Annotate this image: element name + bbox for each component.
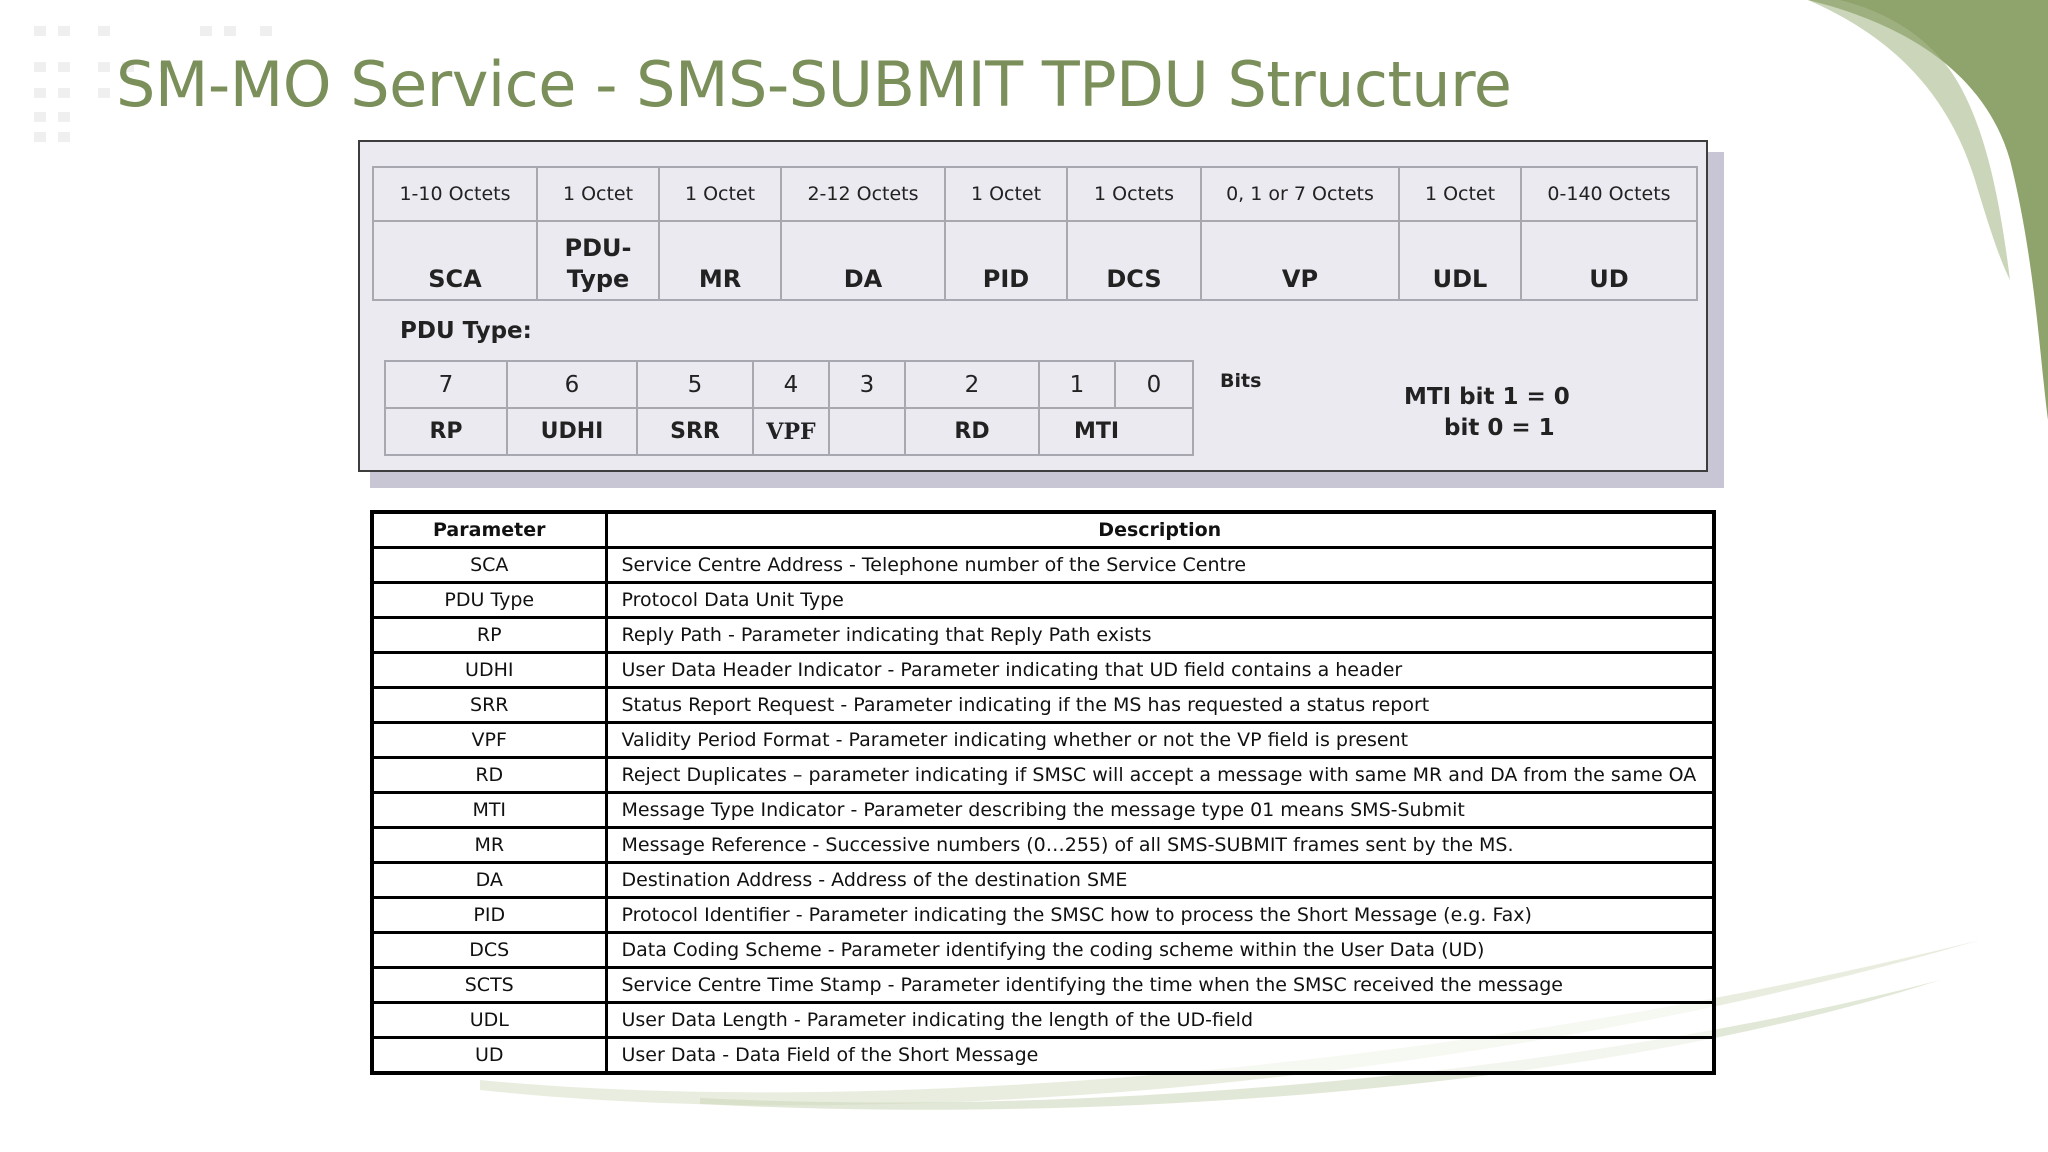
bit-number-5: 5 xyxy=(637,361,753,408)
field-name-dcs: DCS xyxy=(1067,221,1201,300)
desc-cell: User Data - Data Field of the Short Message xyxy=(606,1038,1714,1074)
parameter-description-table xyxy=(370,510,1716,1075)
field-size-udl: 1 Octet xyxy=(1399,167,1521,221)
pdu-type-bits-table xyxy=(384,360,1194,456)
table-row xyxy=(372,1003,1714,1038)
field-size-dcs: 1 Octets xyxy=(1067,167,1201,221)
param-cell: DCS xyxy=(372,933,606,968)
bit-flag-udhi: UDHI xyxy=(507,408,637,455)
column-header-parameter: Parameter xyxy=(372,512,606,548)
bit-flag-srr: SRR xyxy=(637,408,753,455)
slide-title: SM-MO Service - SMS-SUBMIT TPDU Structure xyxy=(116,48,1512,121)
table-row xyxy=(372,618,1714,653)
table-row xyxy=(372,758,1714,793)
field-name-pdu-type: PDU- Type xyxy=(537,221,659,300)
desc-cell: Protocol Data Unit Type xyxy=(606,583,1714,618)
field-name-pid: PID xyxy=(945,221,1067,300)
desc-cell: Destination Address - Address of the destination SME xyxy=(606,863,1714,898)
tpdu-fields-table xyxy=(372,166,1698,301)
table-row xyxy=(372,1038,1714,1074)
bit-flags-row xyxy=(385,408,1193,455)
param-cell: RP xyxy=(372,618,606,653)
table-row xyxy=(372,653,1714,688)
field-name-da: DA xyxy=(781,221,945,300)
bit-number-2: 2 xyxy=(905,361,1039,408)
desc-cell: Protocol Identifier - Parameter indicating the SMSC how to process the Short Message (e.g. Fax) xyxy=(606,898,1714,933)
desc-cell: Message Reference - Successive numbers (0…255) of all SMS-SUBMIT frames sent by the MS. xyxy=(606,828,1714,863)
column-header-description: Description xyxy=(606,512,1714,548)
table-row xyxy=(372,968,1714,1003)
mti-note-line-1: MTI bit 1 = 0 xyxy=(1404,384,1570,410)
mti-note xyxy=(1404,382,1570,444)
desc-cell: Service Centre Time Stamp - Parameter identifying the time when the SMSC received the message xyxy=(606,968,1714,1003)
desc-cell: User Data Header Indicator - Parameter indicating that UD field contains a header xyxy=(606,653,1714,688)
tpdu-structure-diagram xyxy=(358,140,1708,472)
param-cell: VPF xyxy=(372,723,606,758)
param-cell: MTI xyxy=(372,793,606,828)
param-cell: SCA xyxy=(372,548,606,583)
pdu-type-label: PDU Type: xyxy=(400,318,532,344)
table-row xyxy=(372,583,1714,618)
table-row xyxy=(372,723,1714,758)
field-size-sca: 1-10 Octets xyxy=(373,167,537,221)
table-row xyxy=(372,898,1714,933)
field-size-pid: 1 Octet xyxy=(945,167,1067,221)
table-row xyxy=(372,863,1714,898)
table-row xyxy=(372,688,1714,723)
bit-number-4: 4 xyxy=(753,361,829,408)
desc-cell: Message Type Indicator - Parameter describing the message type 01 means SMS-Submit xyxy=(606,793,1714,828)
param-cell: PID xyxy=(372,898,606,933)
field-name-mr: MR xyxy=(659,221,781,300)
field-size-mr: 1 Octet xyxy=(659,167,781,221)
bit-flag-vpf: VPF xyxy=(753,408,829,455)
bits-label: Bits xyxy=(1220,370,1262,392)
table-header-row xyxy=(372,512,1714,548)
bit-number-0: 0 xyxy=(1115,361,1193,408)
table-row xyxy=(372,793,1714,828)
param-cell: UD xyxy=(372,1038,606,1074)
bit-flag-rp: RP xyxy=(385,408,507,455)
param-cell: UDHI xyxy=(372,653,606,688)
field-name-sca: SCA xyxy=(373,221,537,300)
field-name-vp: VP xyxy=(1201,221,1399,300)
bit-flag-empty xyxy=(829,408,905,455)
param-cell: SRR xyxy=(372,688,606,723)
table-row xyxy=(372,548,1714,583)
bit-flag-rd: RD xyxy=(905,408,1039,455)
param-cell: RD xyxy=(372,758,606,793)
mti-note-line-2: bit 0 = 1 xyxy=(1444,415,1555,441)
field-size-da: 2-12 Octets xyxy=(781,167,945,221)
param-cell: PDU Type xyxy=(372,583,606,618)
bit-flag-mti: MTI xyxy=(1039,408,1193,455)
field-sizes-row xyxy=(373,167,1697,221)
param-cell: MR xyxy=(372,828,606,863)
field-size-ud: 0-140 Octets xyxy=(1521,167,1697,221)
bit-number-6: 6 xyxy=(507,361,637,408)
field-names-row xyxy=(373,221,1697,300)
desc-cell: Reject Duplicates – parameter indicating if SMSC will accept a message with same MR and DA from the same OA xyxy=(606,758,1714,793)
param-cell: DA xyxy=(372,863,606,898)
desc-cell: User Data Length - Parameter indicating the length of the UD-field xyxy=(606,1003,1714,1038)
bit-number-1: 1 xyxy=(1039,361,1115,408)
bit-number-3: 3 xyxy=(829,361,905,408)
field-size-vp: 0, 1 or 7 Octets xyxy=(1201,167,1399,221)
field-name-ud: UD xyxy=(1521,221,1697,300)
param-cell: SCTS xyxy=(372,968,606,1003)
bit-numbers-row xyxy=(385,361,1193,408)
param-cell: UDL xyxy=(372,1003,606,1038)
field-size-pdu-type: 1 Octet xyxy=(537,167,659,221)
table-row xyxy=(372,828,1714,863)
field-name-udl: UDL xyxy=(1399,221,1521,300)
desc-cell: Data Coding Scheme - Parameter identifying the coding scheme within the User Data (UD) xyxy=(606,933,1714,968)
desc-cell: Service Centre Address - Telephone number of the Service Centre xyxy=(606,548,1714,583)
desc-cell: Validity Period Format - Parameter indicating whether or not the VP field is present xyxy=(606,723,1714,758)
bit-number-7: 7 xyxy=(385,361,507,408)
table-row xyxy=(372,933,1714,968)
desc-cell: Reply Path - Parameter indicating that Reply Path exists xyxy=(606,618,1714,653)
desc-cell: Status Report Request - Parameter indicating if the MS has requested a status report xyxy=(606,688,1714,723)
